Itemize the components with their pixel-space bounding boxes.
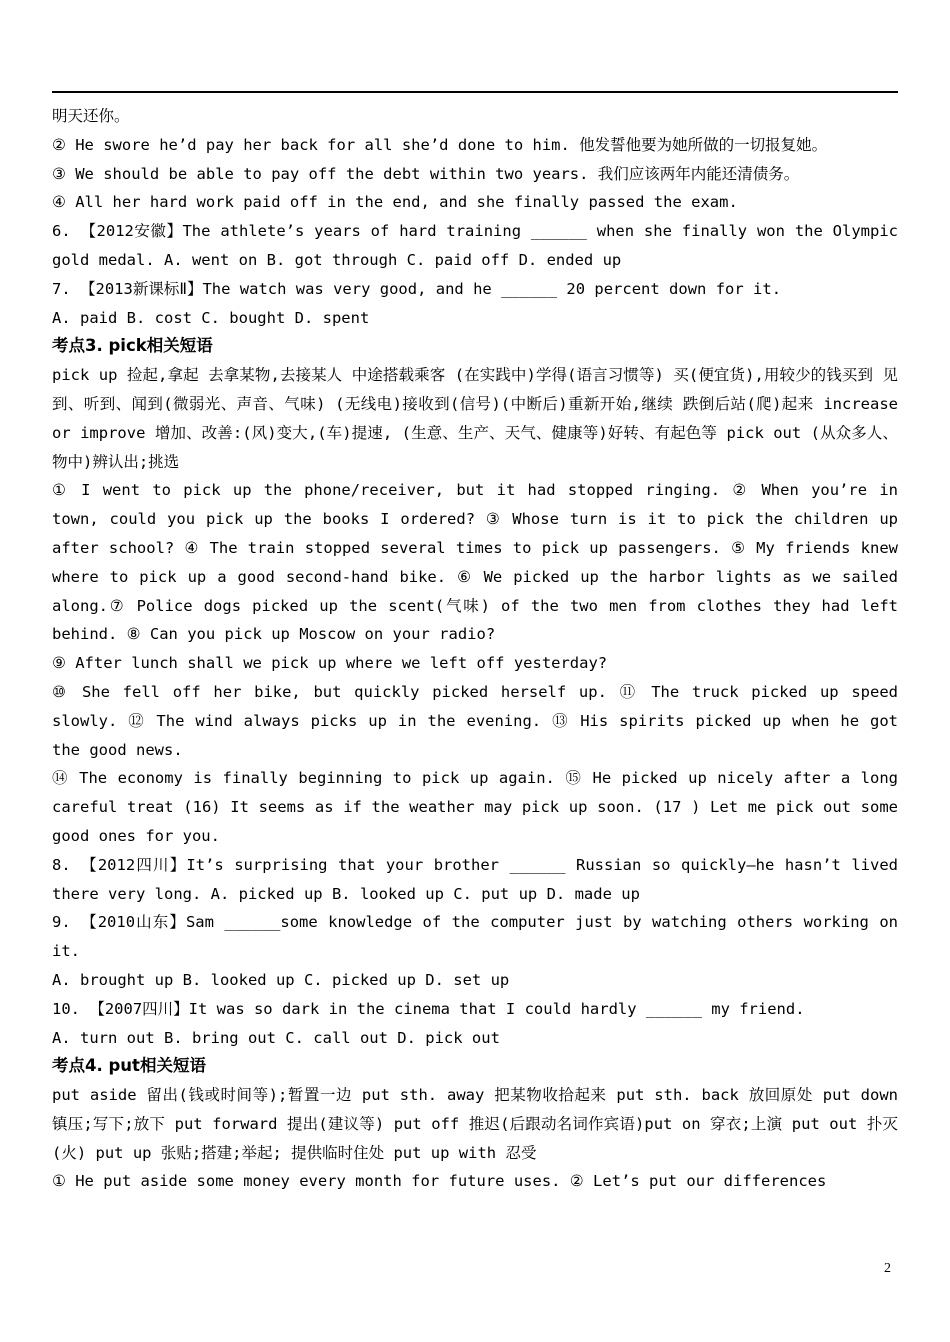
question-8: 8. 【2012四川】It’s surprising that your brother ______ Russian so quickly—he hasn’t lived there very long. A. picked up B. looked up C. put up D. made up	[52, 855, 898, 903]
question-9: 9. 【2010山东】Sam ______some knowledge of the computer just by watching others working on it.	[52, 913, 898, 961]
question-10: 10. 【2007四川】It was so dark in the cinema that I could hardly ______ my friend.	[52, 999, 805, 1018]
question-7: 7. 【2013新课标Ⅱ】The watch was very good, and he ______ 20 percent down for it.	[52, 279, 782, 298]
text-line: ④ All her hard work paid off in the end, and she finally passed the exam.	[52, 193, 738, 212]
pick-example-9: ⑨ After lunch shall we pick up where we left off yesterday?	[52, 654, 608, 673]
pick-phrases-definition: pick up 捡起,拿起 去拿某物,去接某人 中途搭载乘客 (在实践中)学得(语言习惯等) 买(便宜货),用较少的钱买到 见到、听到、闻到(微弱光、声音、气味) (无线电)接收到(信号)(中断后)重新开始,继续 跌倒后站(爬)起来 increase or improve 增加、改善:(风)变大,(车)提速, (生意、生产、天气、健康等)好转、有起色等 pick out (从众多人、物中)辨认出;挑选	[52, 366, 898, 471]
section-heading-pick: 考点3. pick相关短语	[52, 336, 213, 356]
pick-examples: ① I went to pick up the phone/receiver, but it had stopped ringing. ② When you’re in town, could you pick up the books I ordered? ③ Whose turn is it to pick the children up after school? ④ The train stopped several times to pick up passengers. ⑤ My friends knew where to pick up a good second-hand bike. ⑥ We picked up the harbor lights as we sailed along.⑦ Police dogs picked up the scent(气味) of the two men from clothes they had left behind. ⑧ Can you pick up Moscow on your radio?	[52, 481, 898, 644]
text-line: ② He swore he’d pay her back for all she’d done to him. 他发誓他要为她所做的一切报复她。	[52, 135, 828, 154]
question-10-options: A. turn out B. bring out C. call out D. pick out	[52, 1028, 500, 1047]
put-phrases-definition: put aside 留出(钱或时间等);暂置一边 put sth. away 把某物收拾起来 put sth. back 放回原处 put down 镇压;写下;放下 put forward 提出(建议等) put off 推迟(后跟动名词作宾语)put on 穿衣;上演 put out 扑灭(火) put up 张贴;搭建;举起; 提供临时住处 put up with 忍受	[52, 1086, 898, 1162]
question-7-options: A. paid B. cost C. bought D. spent	[52, 308, 370, 327]
question-9-options: A. brought up B. looked up C. picked up D. set up	[52, 970, 510, 989]
pick-examples-more: ⑭ The economy is finally beginning to pick up again. ⑮ He picked up nicely after a long careful treat (16) It seems as if the weather may pick up soon. (17 ) Let me pick out some good ones for you.	[52, 769, 898, 845]
question-6: 6. 【2012安徽】The athlete’s years of hard training ______ when she finally won the Olympic gold medal. A. went on B. got through C. paid off D. ended up	[52, 222, 898, 269]
text-line: ③ We should be able to pay off the debt within two years. 我们应该两年内能还清债务。	[52, 164, 800, 183]
page-number: 2	[884, 1261, 891, 1276]
header-rule	[52, 91, 898, 93]
put-examples: ① He put aside some money every month for future uses. ② Let’s put our differences	[52, 1172, 827, 1191]
text-line: 明天还你。	[52, 107, 130, 125]
pick-examples-continued: ⑩ She fell off her bike, but quickly picked herself up. ⑪ The truck picked up speed slowly. ⑫ The wind always picks up in the evening. ⑬ His spirits picked up when he got the good news.	[52, 682, 898, 759]
document-body	[52, 102, 898, 1196]
section-heading-put: 考点4. put相关短语	[52, 1056, 206, 1076]
